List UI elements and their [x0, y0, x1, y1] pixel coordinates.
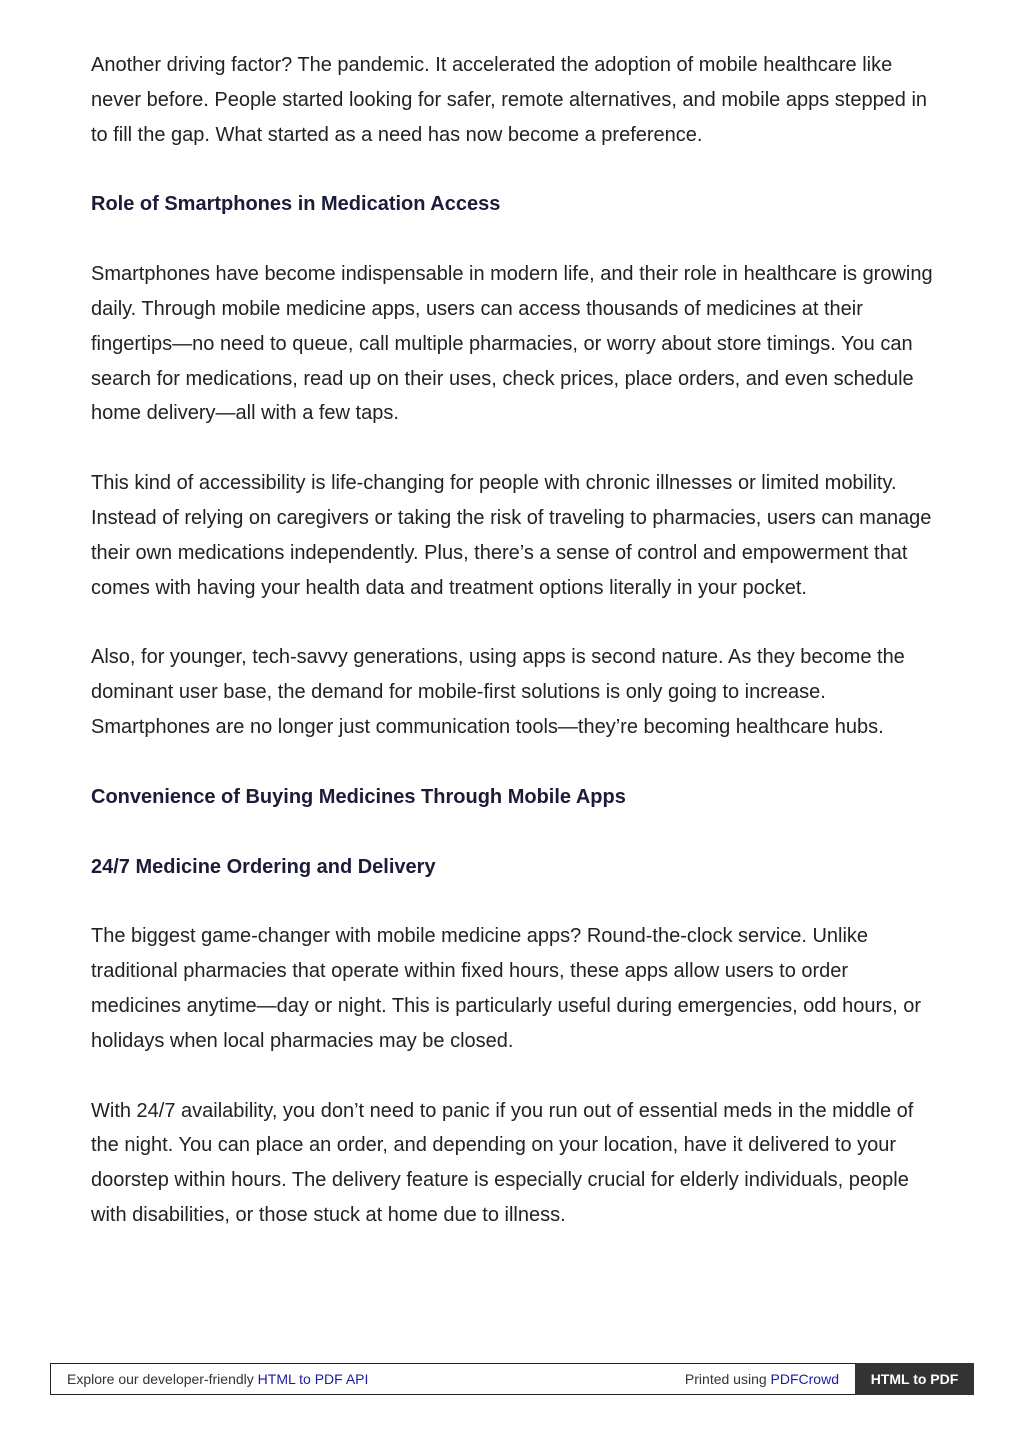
pdfcrowd-link[interactable]: PDFCrowd — [770, 1371, 839, 1387]
pdfcrowd-footer — [50, 1363, 974, 1395]
article-body — [91, 48, 936, 1268]
footer-printed — [685, 1364, 839, 1394]
heading-24-7-ordering: 24/7 Medicine Ordering and Delivery — [91, 855, 436, 878]
paragraph-accessibility: This kind of accessibility is life-changing for people with chronic illnesses or limited mobility. Instead of relying on caregivers or taking the risk of traveling to pharmacies, users can manage their own medications independently. Plus, there’s a sense of control and empowerment that comes with having your health data and treatment options literally in your pocket. — [91, 472, 932, 599]
footer-explore — [67, 1364, 368, 1394]
heading-convenience: Convenience of Buying Medicines Through Mobile Apps — [91, 785, 626, 808]
paragraph-younger-generations: Also, for younger, tech-savvy generations, using apps is second nature. As they become the dominant user base, the demand for mobile-first solutions is only going to increase. Smartphones are no longer just communication tools—they’re becoming healthcare hubs. — [91, 646, 905, 738]
footer-printed-text: Printed using — [684, 1371, 771, 1387]
paragraph-round-the-clock: The biggest game-changer with mobile medicine apps? Round-the-clock service. Unlike traditional pharmacies that operate within fixed hours, these apps allow users to order medicines anytime—day or night. This is particularly useful during emergencies, odd hours, or holidays when local pharmacies may be closed. — [91, 925, 922, 1052]
html-to-pdf-api-link[interactable]: HTML to PDF API — [257, 1371, 369, 1387]
heading-smartphones-role: Role of Smartphones in Medication Access — [91, 193, 501, 216]
paragraph-pandemic: Another driving factor? The pandemic. It accelerated the adoption of mobile healthcare like never before. People started looking for safer, remote alternatives, and mobile apps stepped in to fill the gap. What started as a need has now become a preference. — [91, 54, 928, 146]
paragraph-smartphones-indispensable: Smartphones have become indispensable in modern life, and their role in healthcare is growing daily. Through mobile medicine apps, users can access thousands of medicines at their fingertips—no need to queue, call multiple pharmacies, or worry about store timings. You can search for medications, read up on their uses, check prices, place orders, and even schedule home delivery—all with a few taps. — [91, 263, 933, 425]
footer-explore-text: Explore our developer-friendly — [67, 1371, 258, 1387]
html-to-pdf-badge[interactable]: HTML to PDF — [855, 1363, 974, 1395]
paragraph-availability: With 24/7 availability, you don’t need to panic if you run out of essential meds in the middle of the night. You can place an order, and depending on your location, have it delivered to your doorstep within hours. The delivery feature is especially crucial for elderly individuals, people with disabilities, or those stuck at home due to illness. — [91, 1099, 914, 1226]
